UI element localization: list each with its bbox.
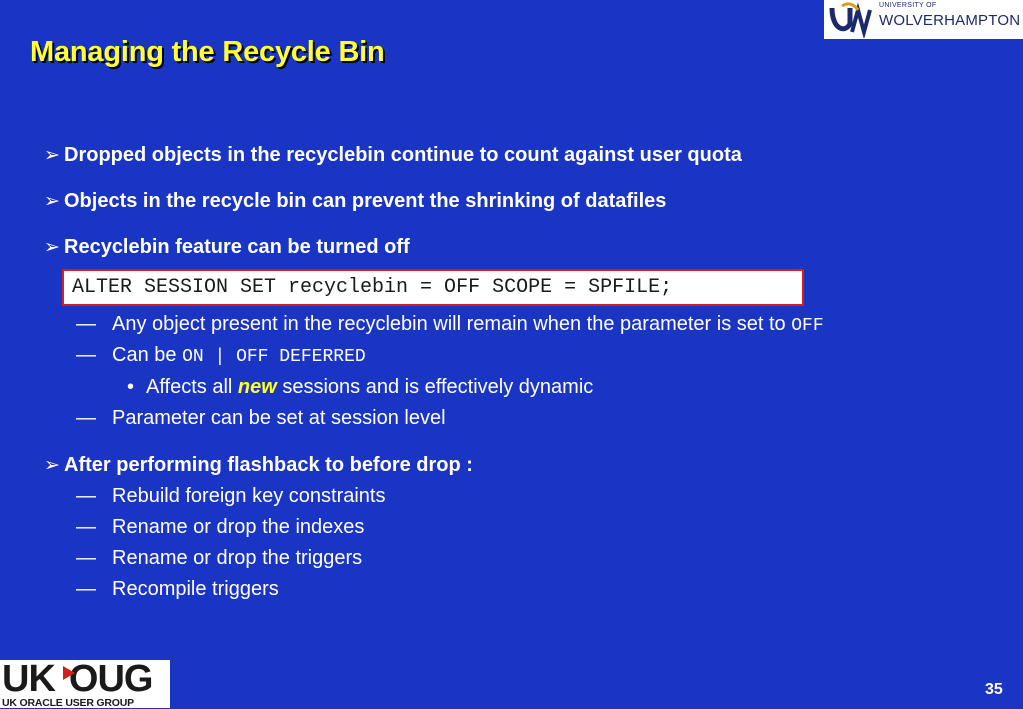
bullet-turn-off xyxy=(44,236,410,259)
sub-code: ON | OFF DEFERRED xyxy=(182,347,366,367)
sub-text: Any object present in the recyclebin will remain when the parameter is set to xyxy=(112,313,792,335)
ukoug-logo xyxy=(0,660,170,708)
sub-item-can-be xyxy=(76,344,366,367)
sub-text: Rename or drop the triggers xyxy=(112,547,363,569)
bullet-flashback xyxy=(44,454,473,477)
university-logo xyxy=(824,0,1023,39)
emphasis-new: new xyxy=(237,376,277,398)
sub-text: Recompile triggers xyxy=(112,578,279,600)
subsub-item-affects xyxy=(127,376,593,399)
sub-item-indexes xyxy=(76,516,364,539)
ukoug-logo-big-text: UK OUG xyxy=(2,658,153,700)
dash-bullet: — xyxy=(76,313,96,335)
arrow-bullet-icon: ➢ xyxy=(44,455,60,476)
arrow-bullet-icon: ➢ xyxy=(44,191,60,212)
subsub-text-pre: Affects all xyxy=(146,376,238,398)
arrow-bullet-icon: ➢ xyxy=(44,237,60,258)
page-number: 35 xyxy=(985,681,1003,698)
ukoug-triangle-icon xyxy=(63,666,75,680)
dash-bullet: — xyxy=(76,485,96,507)
dash-bullet: — xyxy=(76,578,96,600)
sub-item-recompile xyxy=(76,578,279,601)
dash-bullet: — xyxy=(76,407,96,429)
dash-bullet: — xyxy=(76,547,96,569)
sub-text: Rebuild foreign key constraints xyxy=(112,485,386,507)
sub-text: Rename or drop the indexes xyxy=(112,516,365,538)
bullet-shrinking xyxy=(44,190,666,213)
bullet-text: Dropped objects in the recyclebin continue to count against user quota xyxy=(64,144,742,166)
subsub-text-post: sessions and is effectively dynamic xyxy=(276,376,594,398)
ukoug-logo-small-text: UK ORACLE USER GROUP xyxy=(2,697,134,709)
university-of-label: UNIVERSITY OF xyxy=(879,2,937,9)
bullet-text: After performing flashback to before drop : xyxy=(64,454,473,476)
wolverhampton-label: WOLVERHAMPTON xyxy=(879,12,1021,29)
bullet-text: Objects in the recycle bin can prevent the shrinking of datafiles xyxy=(64,190,667,212)
sub-item-remain xyxy=(76,313,824,336)
sub-text: Parameter can be set at session level xyxy=(112,407,446,429)
arrow-bullet-icon: ➢ xyxy=(44,145,60,166)
sub-text: Can be xyxy=(112,344,183,366)
dash-bullet: — xyxy=(76,516,96,538)
sql-code-box: ALTER SESSION SET recyclebin = OFF SCOPE = SPFILE; xyxy=(62,269,804,306)
slide-title: Managing the Recycle Bin xyxy=(30,36,385,68)
bullet-quota xyxy=(44,144,742,167)
university-emblem-icon xyxy=(828,2,876,38)
sub-code: OFF xyxy=(791,316,824,336)
sub-item-session-level xyxy=(76,407,446,430)
sub-item-foreign-keys xyxy=(76,485,385,508)
dot-bullet: • xyxy=(127,376,135,398)
dash-bullet: — xyxy=(76,344,96,366)
sub-item-triggers xyxy=(76,547,362,570)
bullet-text: Recyclebin feature can be turned off xyxy=(64,236,410,258)
